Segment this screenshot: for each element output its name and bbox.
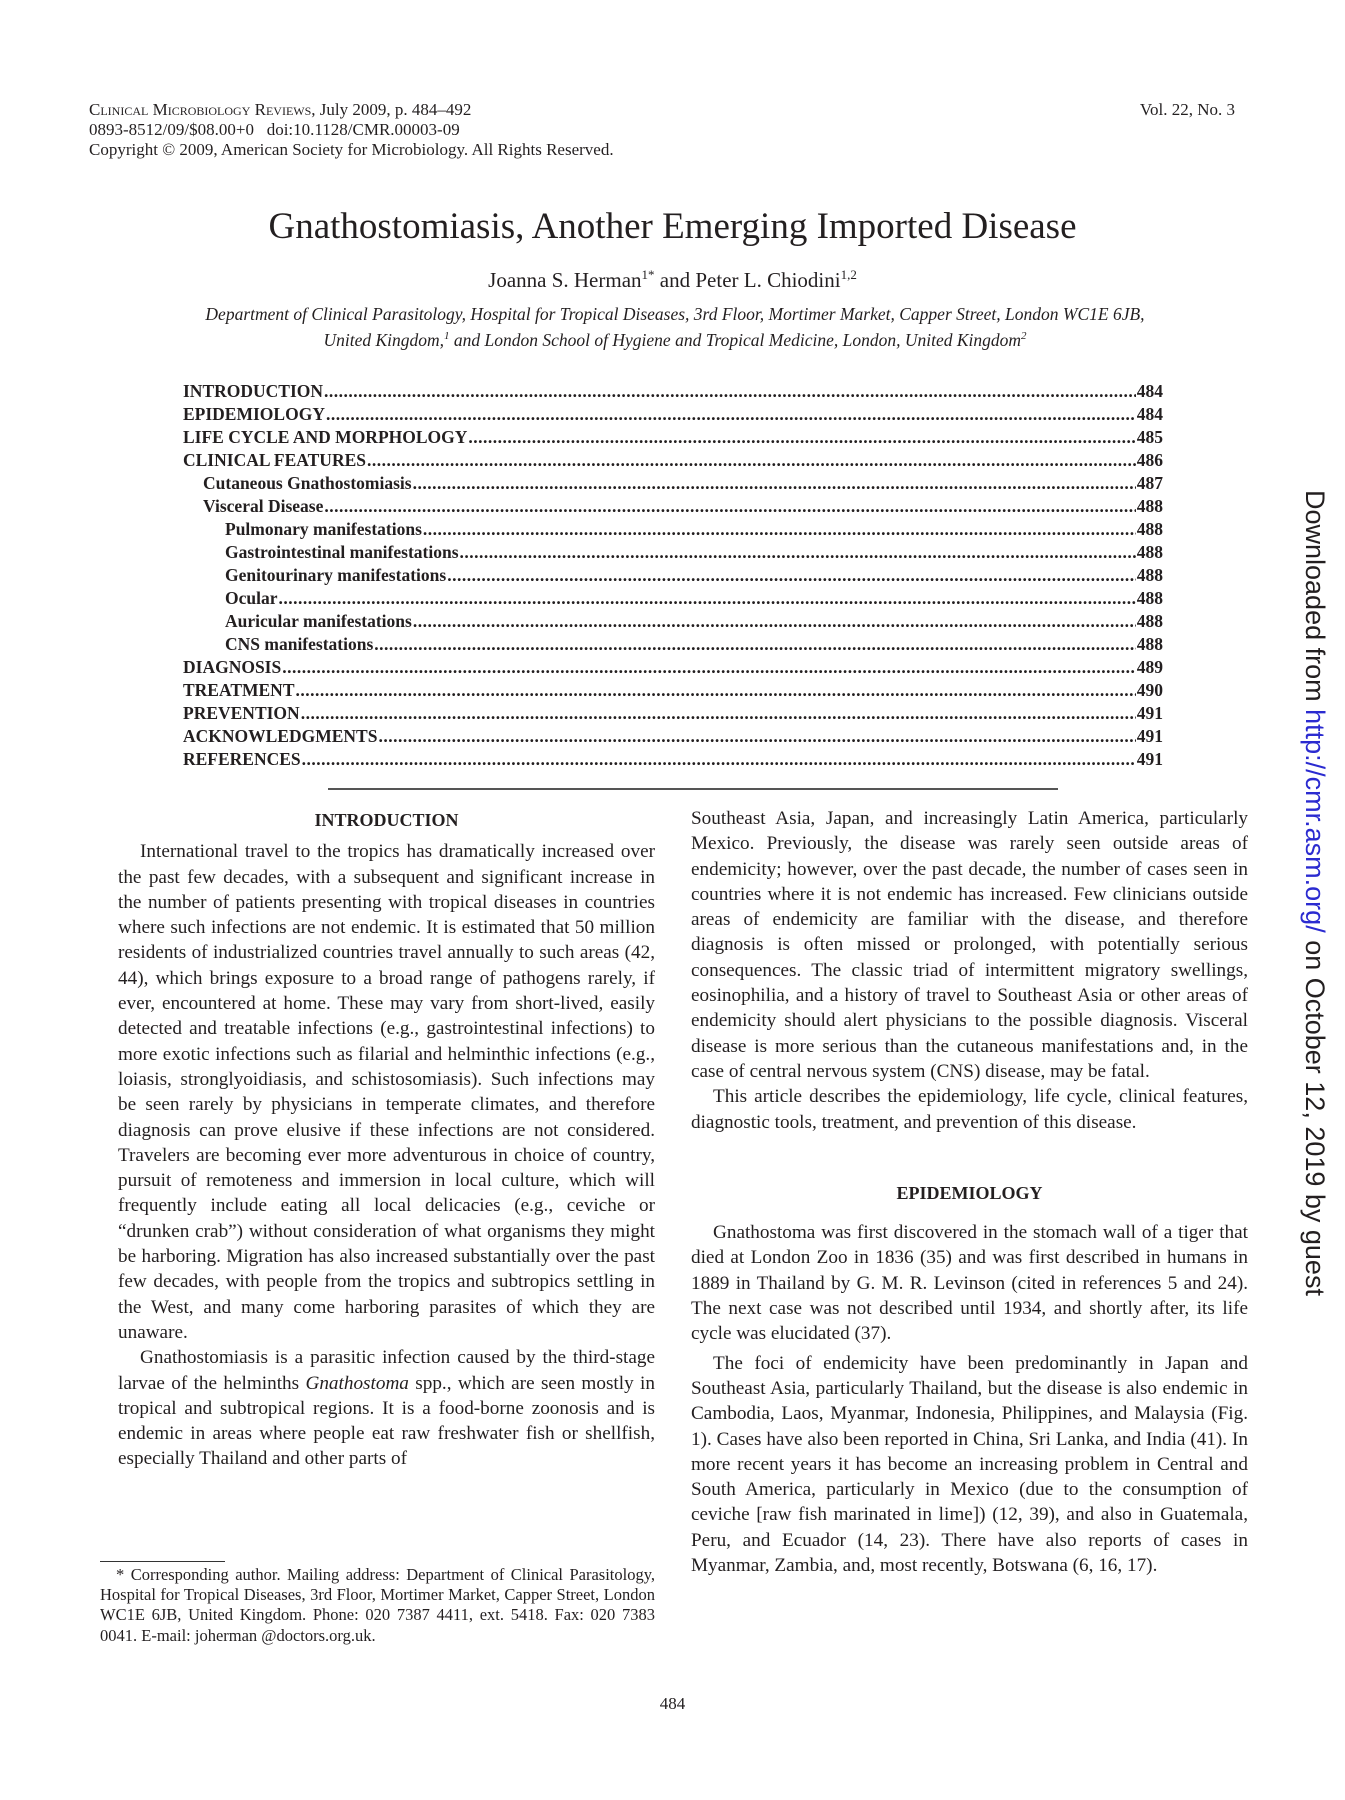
toc-entry-cutaneous[interactable] bbox=[183, 472, 1163, 495]
toc-label: Ocular bbox=[225, 588, 278, 608]
toc-entry-pulmonary[interactable] bbox=[183, 518, 1163, 541]
author-1: Joanna S. Herman bbox=[488, 268, 642, 292]
toc-entry-epidemiology[interactable] bbox=[183, 403, 1163, 426]
toc-leader-dots bbox=[378, 725, 1135, 748]
toc-entry-references[interactable] bbox=[183, 748, 1163, 771]
toc-entry-visceral[interactable] bbox=[183, 495, 1163, 518]
doi: doi:10.1128/CMR.00003-09 bbox=[266, 120, 460, 139]
toc-label: CNS manifestations bbox=[225, 634, 374, 654]
table-of-contents bbox=[183, 380, 1163, 771]
watermark-prefix: Downloaded from bbox=[1300, 490, 1330, 710]
toc-label: LIFE CYCLE AND MORPHOLOGY bbox=[183, 427, 468, 447]
toc-page: 488 bbox=[1136, 588, 1163, 608]
volume-info: Vol. 22, No. 3 bbox=[1139, 100, 1235, 119]
toc-label: Genitourinary manifestations bbox=[225, 565, 447, 585]
toc-leader-dots bbox=[460, 541, 1136, 564]
footnote-text: * Corresponding author. Mailing address: Department of Clinical Parasitology, Hospital for Tropical Diseases, 3rd Floor, Mortimer Market, Capper Street, London WC1E 6JB, United Kingdom. Phone: 020 7387 4411, ext. 5418. Fax: 020 7383 0041. E-mail: joherman @doctors.org.uk. bbox=[100, 1565, 655, 1645]
toc-leader-dots bbox=[413, 610, 1136, 633]
toc-label: Pulmonary manifestations bbox=[225, 519, 422, 539]
affiliation-sup: 2 bbox=[1021, 330, 1027, 342]
paragraph-text: Gnathostomiasis is a parasitic infection caused by the third-stage larvae of the helminths bbox=[118, 1347, 655, 1394]
toc-page: 488 bbox=[1136, 496, 1163, 516]
article-title: Gnathostomiasis, Another Emerging Imported Disease bbox=[268, 206, 1077, 247]
toc-label: Cutaneous Gnathostomiasis bbox=[203, 473, 412, 493]
toc-page: 489 bbox=[1136, 657, 1163, 677]
toc-leader-dots bbox=[324, 495, 1135, 518]
toc-entry-introduction[interactable] bbox=[183, 380, 1163, 403]
toc-page: 488 bbox=[1136, 565, 1163, 585]
right-column bbox=[691, 806, 1248, 1578]
toc-label: CLINICAL FEATURES bbox=[183, 450, 366, 470]
section-heading-introduction: INTRODUCTION bbox=[314, 810, 459, 830]
paragraph: Southeast Asia, Japan, and increasingly Latin America, particularly Mexico. Previously, the disease was rarely seen outside areas of endemicity; however, over the past decade, the number of cases seen in countries where it is not endemic has increased. Few clinicians outside areas of endemicity are familiar with the disease, and therefore diagnosis is often missed or prolonged, with potentially serious consequences. The classic triad of intermittent migratory swellings, eosinophilia, and a history of travel to Southeast Asia or other areas of endemicity should alert physicians to the possible diagnosis. Visceral disease is more serious than the cutaneous manifestations and, in the case of central nervous system (CNS) disease, may be fatal. bbox=[691, 808, 1248, 1082]
toc-leader-dots bbox=[367, 449, 1136, 472]
footnote-rule bbox=[100, 1561, 225, 1562]
toc-page: 485 bbox=[1136, 427, 1163, 447]
toc-page: 491 bbox=[1136, 703, 1163, 723]
toc-page: 487 bbox=[1136, 473, 1163, 493]
toc-leader-dots bbox=[447, 564, 1136, 587]
toc-label: Auricular manifestations bbox=[225, 611, 412, 631]
paragraph-text: spp., which are seen mostly in tropical and subtropical regions. It is a food-borne zoonosis and is endemic in areas where people eat raw freshwater fish or shellfish, especially Thailand and other parts of bbox=[118, 1372, 655, 1470]
toc-leader-dots bbox=[423, 518, 1136, 541]
authors bbox=[0, 262, 1345, 293]
toc-page: 484 bbox=[1136, 381, 1163, 401]
issn-doi-line bbox=[89, 120, 614, 140]
affiliations bbox=[100, 303, 1250, 351]
toc-leader-dots bbox=[302, 748, 1136, 771]
toc-entry-clinical-features[interactable] bbox=[183, 449, 1163, 472]
toc-label: TREATMENT bbox=[183, 680, 295, 700]
affiliation-sup: 1 bbox=[444, 330, 450, 342]
toc-entry-ocular[interactable] bbox=[183, 587, 1163, 610]
toc-entry-auricular[interactable] bbox=[183, 610, 1163, 633]
author-2: Peter L. Chiodini bbox=[695, 268, 841, 292]
toc-entry-acknowledgments[interactable] bbox=[183, 725, 1163, 748]
page-number: 484 bbox=[659, 1694, 686, 1713]
toc-page: 491 bbox=[1136, 749, 1163, 769]
paragraph: This article describes the epidemiology, life cycle, clinical features, diagnostic tools, treatment, and prevention of this disease. bbox=[691, 1086, 1248, 1133]
paragraph: Gnathostoma was first discovered in the stomach wall of a tiger that died at London Zoo in 1836 (35) and was first described in humans in 1889 in Thailand by G. M. R. Levinson (cited in references 5 and 24). The next case was not described until 1934, and shortly after, its life cycle was elucidated (37). bbox=[691, 1222, 1248, 1345]
toc-entry-genitourinary[interactable] bbox=[183, 564, 1163, 587]
source-link[interactable]: http://cmr.asm.org/ bbox=[1300, 709, 1330, 933]
paragraph bbox=[118, 1345, 655, 1471]
issn: 0893-8512/09/$08.00+0 bbox=[89, 120, 254, 139]
toc-entry-cns[interactable] bbox=[183, 633, 1163, 656]
toc-label: REFERENCES bbox=[183, 749, 301, 769]
genus-name: Gnathostoma bbox=[305, 1372, 409, 1394]
toc-leader-dots bbox=[413, 472, 1136, 495]
toc-page: 491 bbox=[1136, 726, 1163, 746]
toc-leader-dots bbox=[279, 587, 1136, 610]
toc-label: INTRODUCTION bbox=[183, 381, 324, 401]
journal-name: Clinical Microbiology Reviews bbox=[89, 100, 312, 119]
toc-label: EPIDEMIOLOGY bbox=[183, 404, 325, 424]
toc-page: 488 bbox=[1136, 519, 1163, 539]
paragraph: The foci of endemicity have been predominantly in Japan and Southeast Asia, particularly Thailand, but the disease is also endemic in Cambodia, Laos, Myanmar, Indonesia, Philippines, and Malaysia (Fig. 1). Cases have also been reported in China, Sri Lanka, and India (41). In more recent years it has become an increasing problem in Central and South America, particularly in Mexico (due to the consumption of ceviche [raw fish marinated in lime]) (12, 39), and also in Guatemala, Peru, and Ecuador (14, 23). There have also reports of cases in Myanmar, Zambia, and, most recently, Botswana (6, 16, 17). bbox=[691, 1352, 1248, 1577]
toc-leader-dots bbox=[282, 656, 1136, 679]
corresponding-author-footnote bbox=[100, 1565, 655, 1646]
toc-leader-dots bbox=[301, 702, 1136, 725]
issue-info: , July 2009, p. 484–492 bbox=[311, 100, 472, 119]
section-divider bbox=[328, 788, 1058, 790]
author-join: and bbox=[654, 268, 696, 292]
toc-leader-dots bbox=[324, 380, 1136, 403]
toc-leader-dots bbox=[326, 403, 1136, 426]
toc-entry-gastrointestinal[interactable] bbox=[183, 541, 1163, 564]
running-header bbox=[89, 100, 614, 160]
paragraph: International travel to the tropics has dramatically increased over the past few decades, with a subsequent and significant increase in the number of patients presenting with tropical diseases in countries where such infections are not endemic. It is estimated that 50 million residents of industrialized countries travel annually to such areas (42, 44), which brings exposure to a broad range of pathogens rarely, if ever, encountered at home. These may vary from short-lived, easily detected and treatable infections (e.g., gastrointestinal infections) to more exotic infections such as filarial and helminthic infections (e.g., loiasis, stronglyoidiasis, and schistosomiasis). Such infections may be seen rarely by physicians in temperate climates, and therefore diagnosis can prove elusive if these infections are not considered. Travelers are becoming ever more adventurous in choice of country, pursuit of remoteness and immersion in local culture, which will frequently include eating all local delicacies (e.g., ceviche or “drunken crab”) without consideration of what organisms they might be harboring. Migration has also increased substantially over the past few decades, with people from the tropics and subtropics settling in the West, and many come harboring parasites of which they are unaware. bbox=[118, 841, 655, 1343]
affiliation-line-1: Department of Clinical Parasitology, Hospital for Tropical Diseases, 3rd Floor, Mortimer Market, Capper Street, London WC1E 6JB, bbox=[205, 304, 1145, 324]
toc-leader-dots bbox=[374, 633, 1135, 656]
author-2-affil: 1,2 bbox=[840, 267, 857, 282]
toc-entry-prevention[interactable] bbox=[183, 702, 1163, 725]
section-heading-epidemiology: EPIDEMIOLOGY bbox=[896, 1182, 1043, 1203]
left-column bbox=[118, 808, 655, 1472]
affiliation-text: United Kingdom, bbox=[323, 329, 445, 350]
toc-label: Visceral Disease bbox=[203, 496, 324, 516]
affiliation-line-2 bbox=[100, 325, 1250, 351]
affiliation-text: and London School of Hygiene and Tropical Medicine, London, United Kingdom bbox=[449, 329, 1022, 350]
toc-label: ACKNOWLEDGMENTS bbox=[183, 726, 378, 746]
download-watermark bbox=[1296, 490, 1336, 1340]
watermark-suffix: on October 12, 2019 by guest bbox=[1300, 932, 1330, 1296]
copyright: Copyright © 2009, American Society for Microbiology. All Rights Reserved. bbox=[89, 140, 614, 159]
toc-page: 486 bbox=[1136, 450, 1163, 470]
download-watermark-text bbox=[1298, 490, 1332, 1296]
toc-page: 484 bbox=[1136, 404, 1163, 424]
toc-page: 488 bbox=[1136, 542, 1163, 562]
toc-page: 490 bbox=[1136, 680, 1163, 700]
toc-label: PREVENTION bbox=[183, 703, 300, 723]
toc-leader-dots bbox=[468, 426, 1135, 449]
toc-entry-diagnosis[interactable] bbox=[183, 656, 1163, 679]
toc-page: 488 bbox=[1136, 611, 1163, 631]
author-1-affil: 1* bbox=[641, 267, 655, 282]
toc-entry-treatment[interactable] bbox=[183, 679, 1163, 702]
toc-page: 488 bbox=[1136, 634, 1163, 654]
toc-label: DIAGNOSIS bbox=[183, 657, 282, 677]
journal-citation bbox=[89, 100, 614, 120]
toc-label: Gastrointestinal manifestations bbox=[225, 542, 459, 562]
toc-entry-life-cycle[interactable] bbox=[183, 426, 1163, 449]
toc-leader-dots bbox=[296, 679, 1136, 702]
